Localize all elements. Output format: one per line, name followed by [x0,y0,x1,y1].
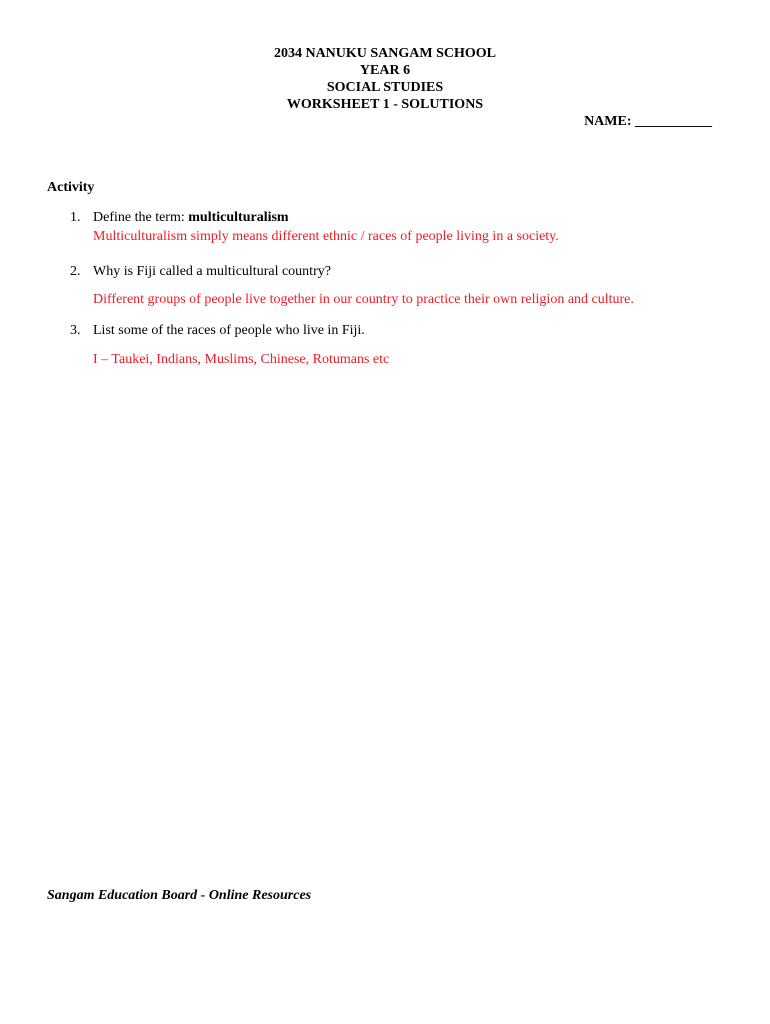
question-number: 1. [70,210,81,225]
activity-heading: Activity [47,180,95,195]
answer-1: Multiculturalism simply means different ethnic / races of people living in a society. [93,229,559,244]
question-text: List some of the races of people who live in Fiji. [93,323,365,338]
question-number: 3. [70,323,81,338]
footer-credit: Sangam Education Board - Online Resources [47,888,312,903]
question-3 [70,322,365,339]
name-field: NAME: ___________ [584,114,712,129]
question-text: Define the term: [93,210,189,225]
worksheet-header [0,45,770,113]
question-2 [70,263,331,280]
year-level: YEAR 6 [359,63,411,78]
worksheet-title: WORKSHEET 1 - SOLUTIONS [286,97,484,112]
answer-3: I – Taukei, Indians, Muslims, Chinese, Rotumans etc [93,352,390,367]
question-text: Why is Fiji called a multicultural country? [93,264,331,279]
subject-title: SOCIAL STUDIES [326,80,444,95]
answer-2: Different groups of people live together in our country to practice their own religion and culture. [93,292,634,307]
school-name: 2034 NANUKU SANGAM SCHOOL [273,46,497,61]
question-1 [70,209,289,226]
question-number: 2. [70,264,81,279]
question-term: multiculturalism [188,210,289,225]
